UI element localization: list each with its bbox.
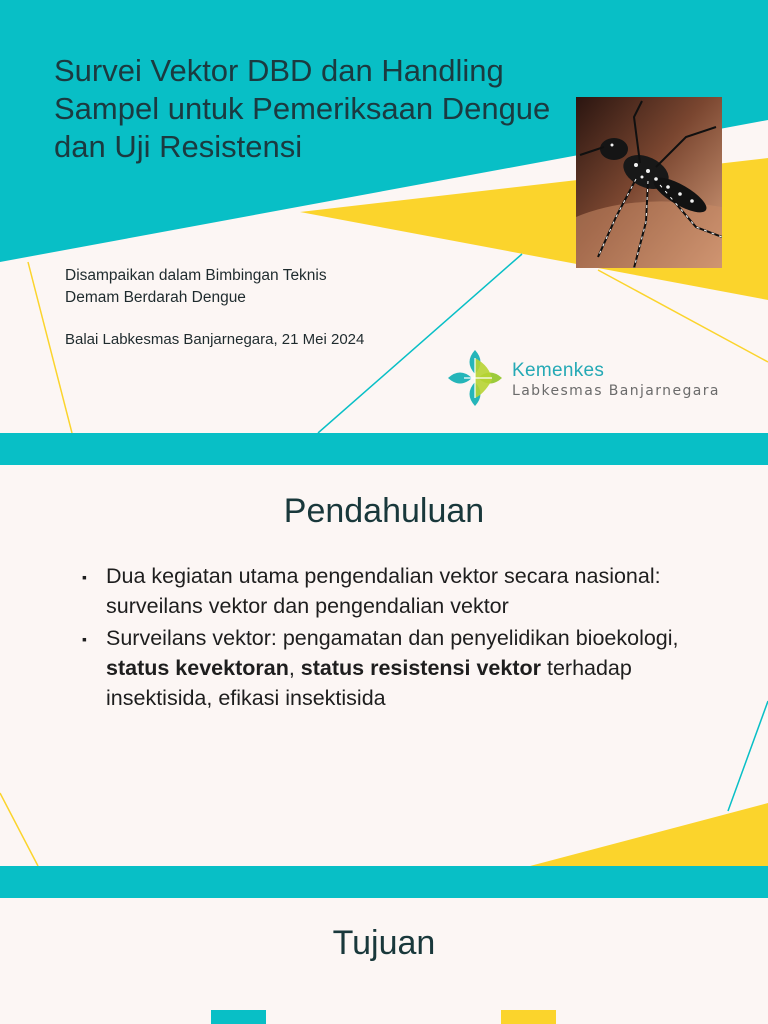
bullet-item: [76, 561, 686, 621]
bullet-text: terhadap insektisida, efikasi insektisida: [106, 656, 632, 710]
section-heading: Pendahuluan: [283, 492, 485, 530]
bullet-bold-text: status kevektoran: [106, 656, 289, 680]
bullet-item: [76, 623, 686, 713]
mosquito-photo: [576, 97, 722, 268]
subtitle-line-1: Disampaikan dalam Bimbingan Teknis: [65, 267, 327, 284]
section-heading: Tujuan: [332, 924, 436, 962]
bullet-text: ,: [288, 656, 301, 680]
bullet-square-icon: ▪: [82, 569, 87, 585]
kemenkes-logo: [446, 348, 746, 408]
kemenkes-logo-icon: [446, 348, 504, 408]
slide-tujuan: [0, 866, 768, 1024]
logo-name: Kemenkes: [512, 360, 605, 381]
logo-unit: Labkesmas Banjarnegara: [512, 383, 720, 399]
event-description: [65, 265, 327, 309]
subtitle-line-2: Demam Berdarah Dengue: [65, 289, 246, 306]
slide-pendahuluan: [0, 433, 768, 866]
bullet-bold-text: status resistensi vektor: [300, 656, 541, 680]
bullet-text: Dua kegiatan utama pengendalian vektor secara nasional: surveilans vektor dan pengendalian vektor: [106, 564, 661, 618]
bullet-list: [76, 561, 686, 715]
presentation-title: Survei Vektor DBD dan Handling Sampel untuk Pemeriksaan Dengue dan Uji Resistensi: [54, 53, 551, 164]
bullet-square-icon: ▪: [82, 631, 87, 647]
venue-date: Balai Labkesmas Banjarnegara, 21 Mei 2024: [65, 331, 365, 348]
bullet-text: Surveilans vektor: pengamatan dan penyelidikan bioekologi,: [106, 626, 679, 650]
slide-title: [0, 0, 768, 433]
